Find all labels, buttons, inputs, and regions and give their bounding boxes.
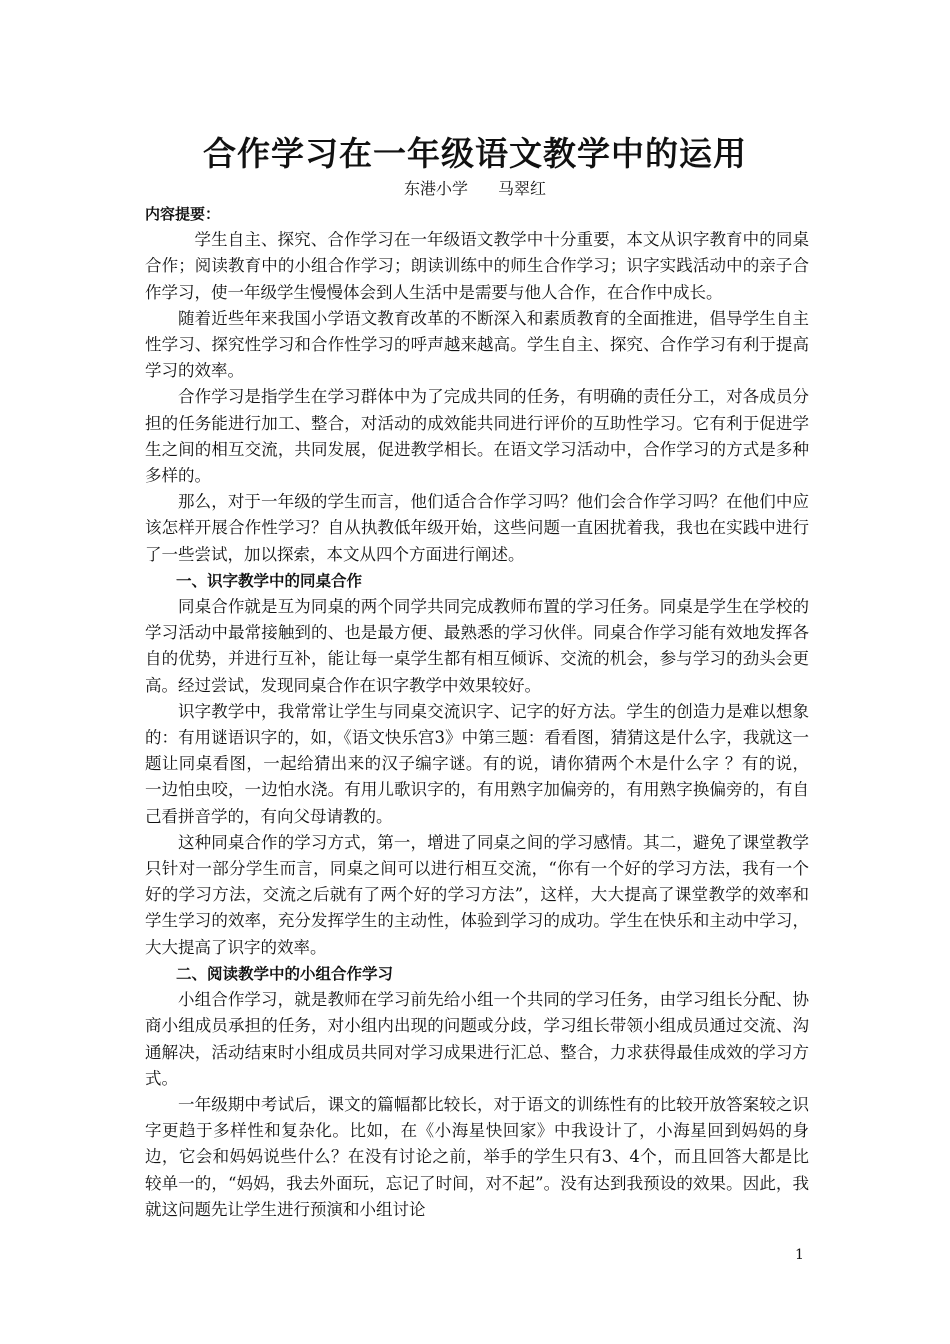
document-body	[145, 201, 809, 1223]
section-heading: 一、识字教学中的同桌合作	[176, 571, 363, 590]
paragraph: 合作学习是指学生在学习群体中为了完成共同的任务，有明确的责任分工，对各成员分担的任务能进行加工、整合，对活动的成效能共同进行评价的互助性学习。它有利于促进学生之间的相互交流，共同发展，促进教学相长。在语文学习活动中，合作学习的方式是多种多样的。	[145, 387, 809, 486]
abstract-heading: 内容提要：	[145, 205, 221, 223]
paragraph: 随着近些年来我国小学语文教育改革的不断深入和素质教育的全面推进，倡导学生自主性学习、探究性学习和合作性学习的呼声越来越高。学生自主、探究、合作学习有利于提高学习的效率。	[145, 308, 809, 381]
paragraph: 这种同桌合作的学习方式，第一，增进了同桌之间的学习感情。其二，避免了课堂教学只针对一部分学生而言，同桌之间可以进行相互交流，“你有一个好的学习方法，我有一个好的学习方法，交流之后就有了两个好的学习方法”，这样，大大提高了课堂教学的效率和学生学习的效率，充分发挥学生的主动性，体验到学习的成功。学生在快乐和主动中学习，大大提高了识字的效率。	[145, 832, 809, 957]
page-number: 1	[795, 1247, 804, 1263]
section-heading: 二、阅读教学中的小组合作学习	[176, 964, 394, 983]
author-school: 东港小学	[403, 179, 468, 198]
document-title: 合作学习在一年级语文教学中的运用	[203, 134, 747, 173]
paragraph: 识字教学中，我常常让学生与同桌交流识字、记字的好方法。学生的创造力是难以想象的：有用谜语识字的，如，《语文快乐宫3》中第三题：看看图，猜猜这是什么字，我就这一题让同桌看图，一起给猜出来的汉子编字谜。有的说，请你猜两个木是什么字 ？有的说，一边怕虫咬，一边怕水浇。有用儿歌识字的，有用熟字加偏旁的，有用熟字换偏旁的，有自己看拼音学的，有向父母请教的。	[145, 701, 809, 826]
author-name: 马翠红	[498, 179, 547, 198]
paragraph: 小组合作学习，就是教师在学习前先给小组一个共同的学习任务，由学习组长分配、协商小组成员承担的任务，对小组内出现的问题或分歧，学习组长带领小组成员通过交流、沟通解决，活动结束时小组成员共同对学习成果进行汇总、整合，力求获得最佳成效的学习方式。	[145, 990, 809, 1088]
paragraph: 同桌合作就是互为同桌的两个同学共同完成教师布置的学习任务。同桌是学生在学校的学习活动中最常接触到的、也是最方便、最熟悉的学习伙伴。同桌合作学习能有效地发挥各自的优势，并进行互补，能让每一桌学生都有相互倾诉、交流的机会，参与学习的劲头会更高。经过尝试，发现同桌合作在识字教学中效果较好。	[145, 597, 809, 695]
paragraph: 那么，对于一年级的学生而言，他们适合合作学习吗？他们会合作学习吗？在他们中应该怎样开展合作性学习？自从执教低年级开始，这些问题一直困扰着我，我也在实践中进行了一些尝试，加以探索，本文从四个方面进行阐述。	[145, 492, 809, 564]
author-line	[0, 176, 950, 199]
paragraph: 一年级期中考试后，课文的篇幅都比较长，对于语文的训练性有的比较开放答案较之识字更趋于多样性和复杂化。比如，在《小海星快回家》中我设计了，小海星回到妈妈的身边，它会和妈妈说些什么？在没有讨论之前，举手的学生只有3、4个，而且回答大都是比较单一的，“妈妈，我去外面玩，忘记了时间，对不起”。没有达到我预设的效果。因此，我就这问题先让学生进行预演和小组讨论	[145, 1094, 809, 1219]
paragraph: 学生自主、探究、合作学习在一年级语文教学中十分重要，本文从识字教育中的同桌合作；阅读教育中的小组合作学习；朗读训练中的师生合作学习；识字实践活动中的亲子合作学习，使一年级学生慢慢体会到人生活中是需要与他人合作，在合作中成长。	[145, 230, 809, 302]
